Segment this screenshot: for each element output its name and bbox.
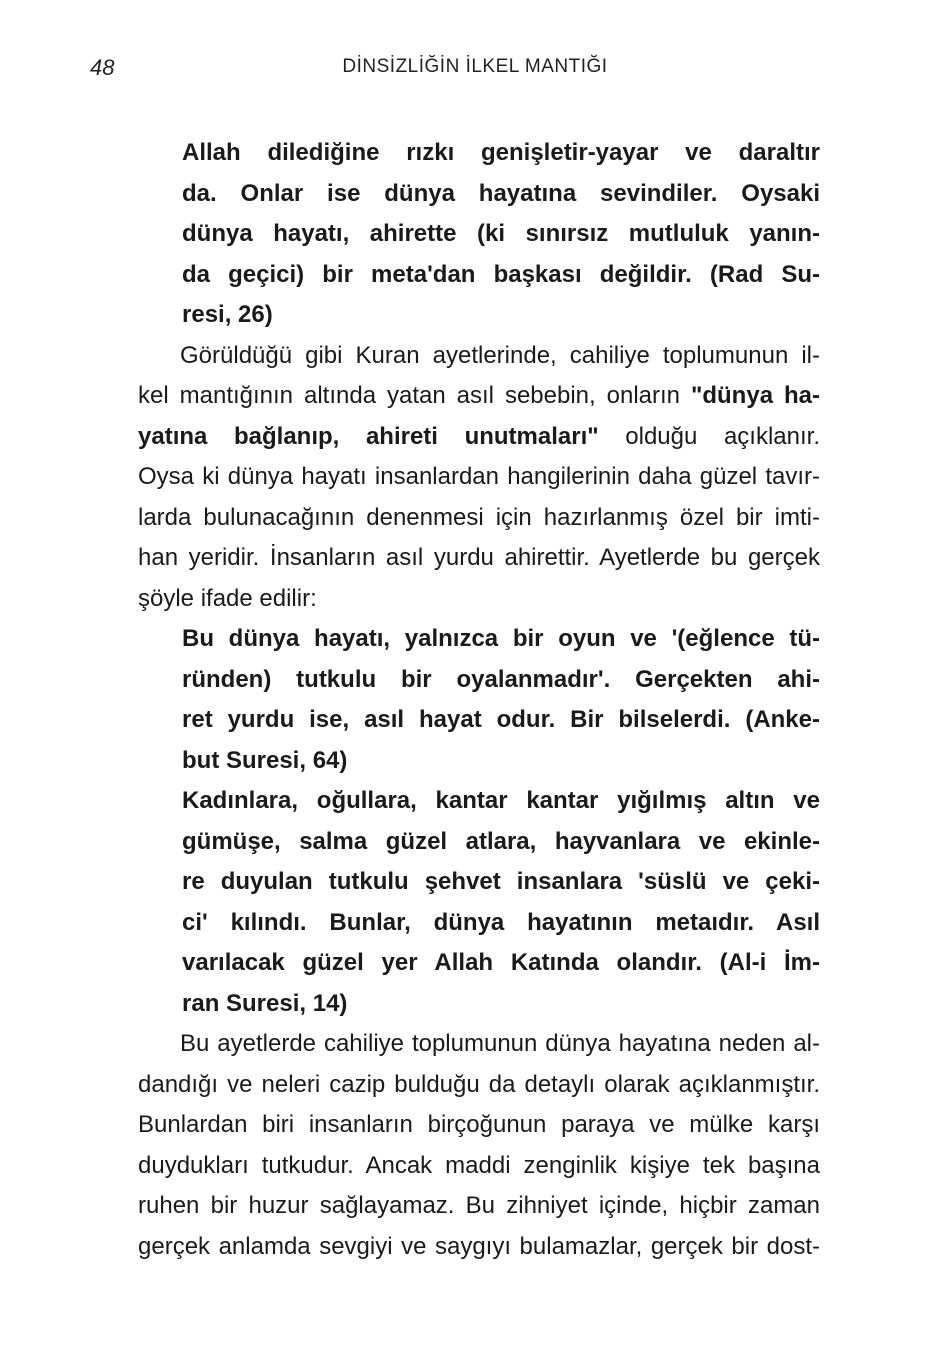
paragraph-line: ruhen bir huzur sağlayamaz. Bu zihniyet içinde, hiçbir zaman xyxy=(138,1192,820,1219)
paragraph-line: Görüldüğü gibi Kuran ayetlerinde, cahiliye toplumunun il- xyxy=(180,341,820,369)
quote-al-i-imran-14 xyxy=(138,781,820,1024)
quote-line: Kadınlara, oğullara, kantar kantar yığılmış altın ve xyxy=(182,787,820,814)
paragraph-line: Bunlardan biri insanların birçoğunun paraya ve mülke karşı xyxy=(138,1111,820,1138)
quote-line: ret yurdu ise, asıl hayat odur. Bir bilselerdi. (Anke- xyxy=(182,706,820,733)
bold-phrase: "dünya ha- xyxy=(690,382,820,409)
text-run: olduğu açıklanır. xyxy=(598,422,820,450)
quote-line: Bu dünya hayatı, yalnızca bir oyun ve '(eğlence tü- xyxy=(182,625,820,652)
paragraph-line: Bu ayetlerde cahiliye toplumunun dünya hayatına neden al- xyxy=(180,1030,820,1057)
paragraph-line: Oysa ki dünya hayatı insanlardan hangilerinin daha güzel tavır- xyxy=(138,463,820,490)
quote-rad-26 xyxy=(138,133,820,336)
quote-line: resi, 26) xyxy=(182,301,273,328)
quote-line: Allah dilediğine rızkı genişletir-yayar ve daraltır xyxy=(182,139,820,166)
paragraph-line xyxy=(138,376,820,417)
paragraph-1 xyxy=(138,336,820,620)
bold-phrase: yatına bağlanıp, ahireti unutmaları" xyxy=(138,422,599,450)
text-run: kel mantığının altında yatan asıl sebebin, onların xyxy=(138,382,691,409)
paragraph-line xyxy=(138,417,820,458)
quote-ankebut-64 xyxy=(138,619,820,781)
quote-line: ci' kılındı. Bunlar, dünya hayatının metaıdır. Asıl xyxy=(182,908,820,936)
quote-line: but Suresi, 64) xyxy=(182,746,348,774)
paragraph-line: gerçek anlamda sevgiyi ve saygıyı bulamazlar, gerçek bir dost- xyxy=(138,1232,820,1260)
quote-line: ründen) tutkulu bir oyalanmadır'. Gerçekten ahi- xyxy=(182,665,820,693)
quote-line: dünya hayatı, ahirette (ki sınırsız mutluluk yanın- xyxy=(182,220,820,247)
quote-line: da. Onlar ise dünya hayatına sevindiler. Oysaki xyxy=(182,179,820,207)
quote-line: da geçici) bir meta'dan başkası değildir. (Rad Su- xyxy=(182,260,820,288)
paragraph-line: dandığı ve neleri cazip bulduğu da detaylı olarak açıklanmıştır. xyxy=(138,1070,820,1098)
quote-line: varılacak güzel yer Allah Katında olandır. (Al-i İm- xyxy=(182,949,820,976)
paragraph-line: şöyle ifade edilir: xyxy=(138,584,317,612)
page-number: 48 xyxy=(90,55,115,80)
paragraph-line: han yeridir. İnsanların asıl yurdu ahirettir. Ayetlerde bu gerçek xyxy=(138,544,820,571)
quote-line: gümüşe, salma güzel atlara, hayvanlara ve ekinle- xyxy=(182,827,820,855)
running-title: DİNSİZLİĞİN İLKEL MANTIĞI xyxy=(342,56,608,77)
quote-line: ran Suresi, 14) xyxy=(182,989,348,1017)
paragraph-line: duydukları tutkudur. Ancak maddi zenginlik kişiye tek başına xyxy=(138,1151,820,1179)
paragraph-line: larda bulunacağının denenmesi için hazırlanmış özel bir imti- xyxy=(138,503,820,531)
paragraph-2 xyxy=(138,1024,820,1267)
quote-line: re duyulan tutkulu şehvet insanlara 'süslü ve çeki- xyxy=(182,868,820,895)
page-body xyxy=(138,133,820,1267)
